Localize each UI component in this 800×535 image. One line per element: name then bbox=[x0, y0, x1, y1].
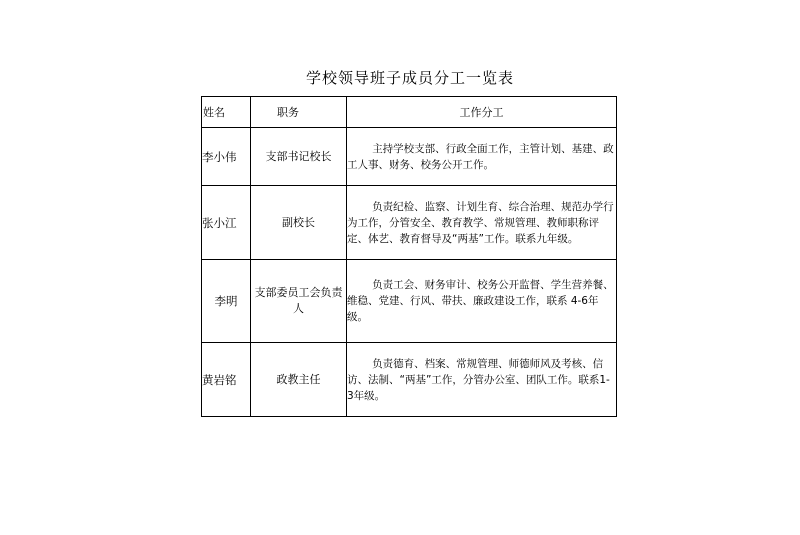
page-title: 学校领导班子成员分工一览表 bbox=[305, 69, 514, 87]
header-name: 姓名 bbox=[202, 97, 251, 128]
row-post: 政教主任 bbox=[251, 343, 347, 417]
row-work-text: 主持学校支部、行政全面工作，主管计划、基建、政工人事、财务、校务公开工作。 bbox=[347, 142, 614, 171]
row-name: 张小江 bbox=[202, 186, 251, 260]
table-row bbox=[202, 128, 617, 186]
row-name: 李小伟 bbox=[202, 128, 251, 186]
header-work: 工作分工 bbox=[347, 97, 617, 128]
row-post: 副校长 bbox=[251, 186, 347, 260]
row-name: 黄岩铭 bbox=[202, 343, 251, 417]
table-row bbox=[202, 186, 617, 260]
row-work-text: 负责德育、档案、常规管理、师德师风及考核、信访、法制、“两基”工作，分管办公室、团队工作。联系1-3年级。 bbox=[347, 357, 610, 402]
row-post: 支部书记校长 bbox=[251, 128, 347, 186]
row-work bbox=[347, 260, 617, 343]
row-name: 李明 bbox=[202, 260, 251, 343]
row-post: 支部委员工会负责人 bbox=[251, 260, 347, 343]
table-row bbox=[202, 260, 617, 343]
row-work-text: 负责纪检、监察、计划生育、综合治理、规范办学行为工作，分管安全、教育教学、常规管理、教师职称评定、体艺、教育督导及“两基”工作。联系九年级。 bbox=[347, 200, 614, 245]
row-work-text: 负责工会、财务审计、校务公开监督、学生营养餐、维稳、党建、行风、带扶、廉政建设工作，联系 4-6年级。 bbox=[347, 279, 614, 323]
table-row bbox=[202, 343, 617, 417]
header-post: 职务 bbox=[251, 97, 347, 128]
table-header-row bbox=[202, 97, 617, 128]
row-work bbox=[347, 186, 617, 260]
row-work bbox=[347, 128, 617, 186]
row-work bbox=[347, 343, 617, 417]
staff-assignment-table bbox=[201, 96, 617, 417]
